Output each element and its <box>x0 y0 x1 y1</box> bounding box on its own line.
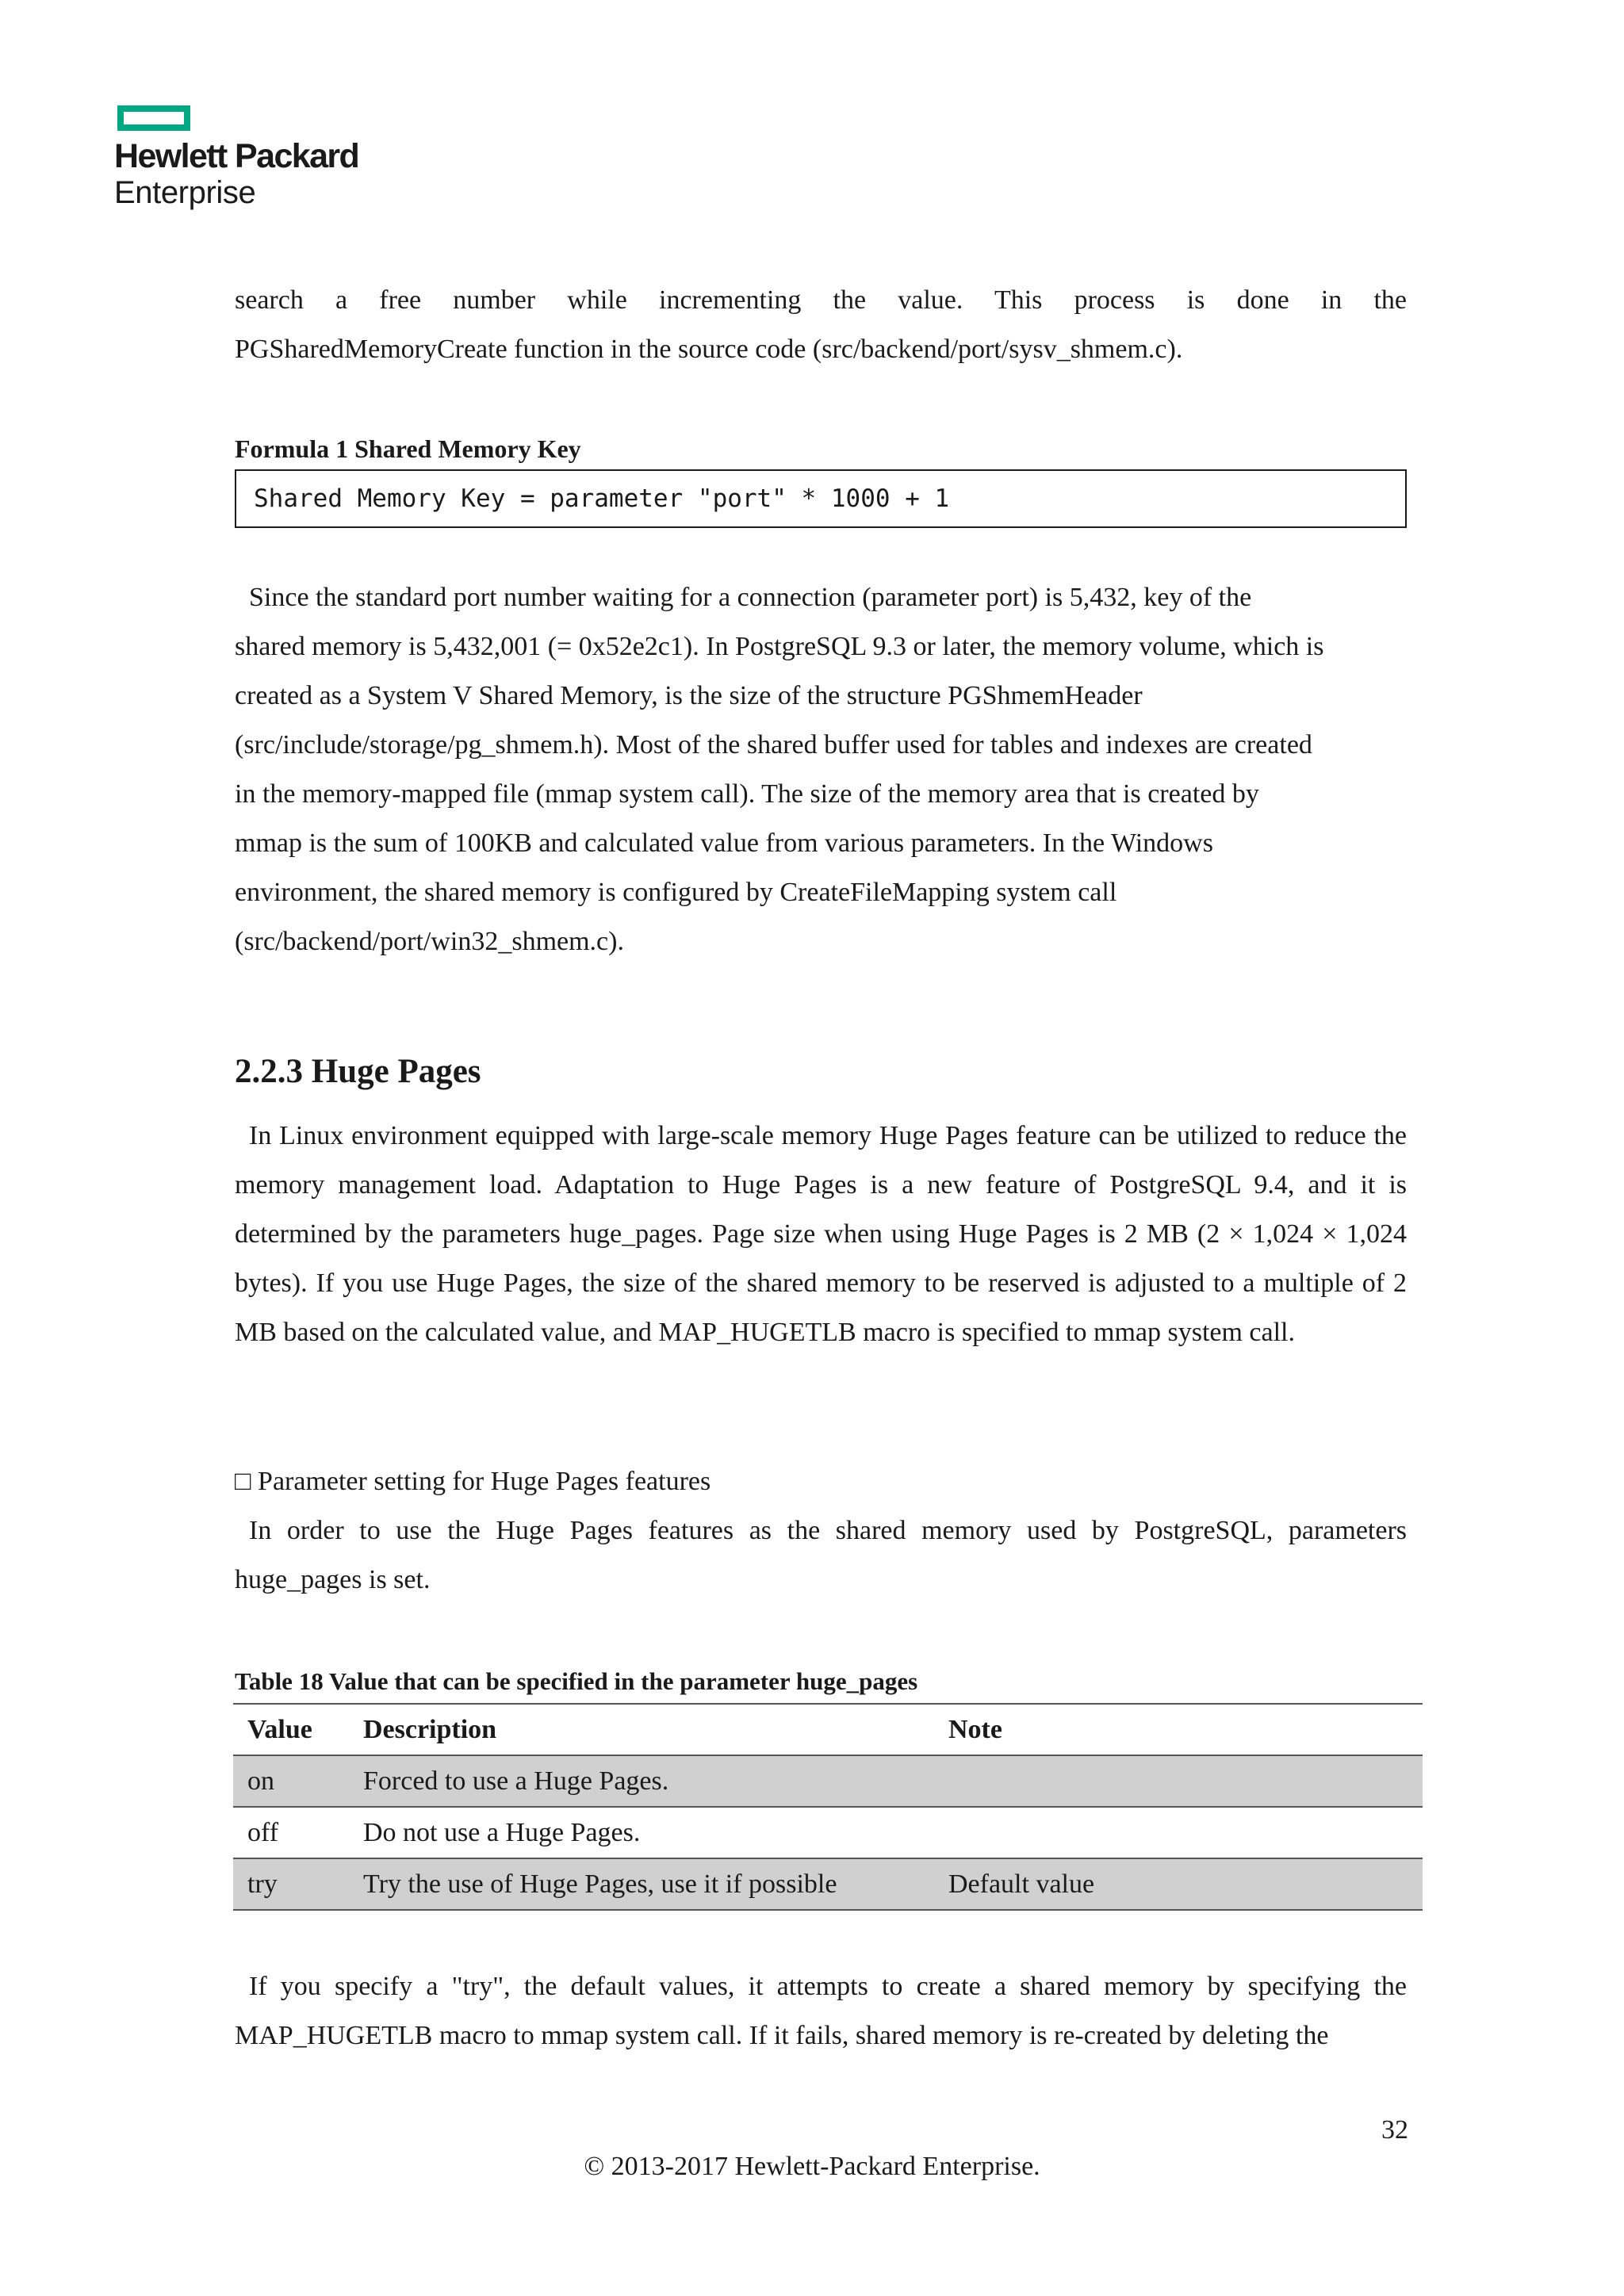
header-value: Value <box>233 1704 349 1755</box>
header-description: Description <box>349 1704 934 1755</box>
cell-description: Do not use a Huge Pages. <box>349 1807 934 1858</box>
shm-line: in the memory-mapped file (mmap system call). The size of the memory area that is created by <box>235 779 1259 809</box>
table-caption: Table 18 Value that can be specified in the parameter huge_pages <box>235 1667 918 1695</box>
closing-text: If you specify a "try", the default values, it attempts to create a shared memory by specifying the MAP_HUGETLB macro to mmap system call. If it fails, shared memory is re-created by deleting the <box>235 1972 1407 2050</box>
shared-memory-paragraph <box>235 573 1407 966</box>
shm-line: (src/backend/port/win32_shmem.c). <box>235 927 624 956</box>
intro-line-1: search a free number while incrementing the value. This process is done in the <box>235 285 1407 315</box>
cell-note <box>934 1807 1423 1858</box>
cell-description: Forced to use a Huge Pages. <box>349 1755 934 1807</box>
huge-pages-paragraph <box>235 1112 1407 1357</box>
parameter-setting-text: In order to use the Huge Pages features as the shared memory used by PostgreSQL, parameters huge_pages is set. <box>235 1516 1407 1594</box>
hpe-logo-bar <box>117 105 190 131</box>
cell-value: on <box>233 1755 349 1807</box>
huge-pages-table <box>233 1703 1423 1911</box>
huge-pages-text: In Linux environment equipped with large-scale memory Huge Pages feature can be utilized to reduce the memory management load. Adaptation to Huge Pages is a new feature of PostgreSQL 9.4, and it is determined by the parameters huge_pages. Page size when using Huge Pages is 2 MB (2 × 1,024 × 1,024 bytes). If you use Huge Pages, the size of the shared memory to be reserved is adjusted to a multiple of 2 MB based on the calculated value, and MAP_HUGETLB macro is specified to mmap system call. <box>235 1121 1407 1347</box>
shm-line: (src/include/storage/pg_shmem.h). Most of the shared buffer used for tables and indexes are created <box>235 730 1312 760</box>
shm-line: shared memory is 5,432,001 (= 0x52e2c1). In PostgreSQL 9.3 or later, the memory volume, which is <box>235 632 1324 661</box>
shm-line: Since the standard port number waiting for a connection (parameter port) is 5,432, key of the <box>249 583 1252 612</box>
table-row <box>233 1755 1423 1807</box>
cell-description: Try the use of Huge Pages, use it if possible <box>349 1858 934 1910</box>
formula-box: Shared Memory Key = parameter "port" * 1000 + 1 <box>235 469 1407 528</box>
intro-line-2: PGSharedMemoryCreate function in the source code (src/backend/port/sysv_shmem.c). <box>235 335 1183 364</box>
formula-caption: Formula 1 Shared Memory Key <box>235 434 581 463</box>
page-number: 32 <box>1381 2115 1408 2145</box>
closing-paragraph <box>235 1962 1407 2061</box>
parameter-setting-title: □ Parameter setting for Huge Pages features <box>235 1467 711 1496</box>
section-heading: 2.2.3 Huge Pages <box>235 1053 481 1090</box>
shm-line: environment, the shared memory is configured by CreateFileMapping system call <box>235 878 1117 907</box>
cell-value: try <box>233 1858 349 1910</box>
table-header-row <box>233 1704 1423 1755</box>
shm-line: mmap is the sum of 100KB and calculated value from various parameters. In the Windows <box>235 828 1213 858</box>
logo-text-line2: Enterprise <box>114 175 256 210</box>
table-row <box>233 1858 1423 1910</box>
cell-value: off <box>233 1807 349 1858</box>
cell-note: Default value <box>934 1858 1423 1910</box>
parameter-setting-block <box>235 1457 1407 1605</box>
header-note: Note <box>934 1704 1423 1755</box>
logo-text-line1: Hewlett Packard <box>114 137 359 175</box>
shm-line: created as a System V Shared Memory, is the size of the structure PGShmemHeader <box>235 681 1143 710</box>
table-row <box>233 1807 1423 1858</box>
copyright-footer: © 2013-2017 Hewlett-Packard Enterprise. <box>584 2152 1040 2181</box>
intro-paragraph <box>235 276 1407 374</box>
cell-note <box>934 1755 1423 1807</box>
